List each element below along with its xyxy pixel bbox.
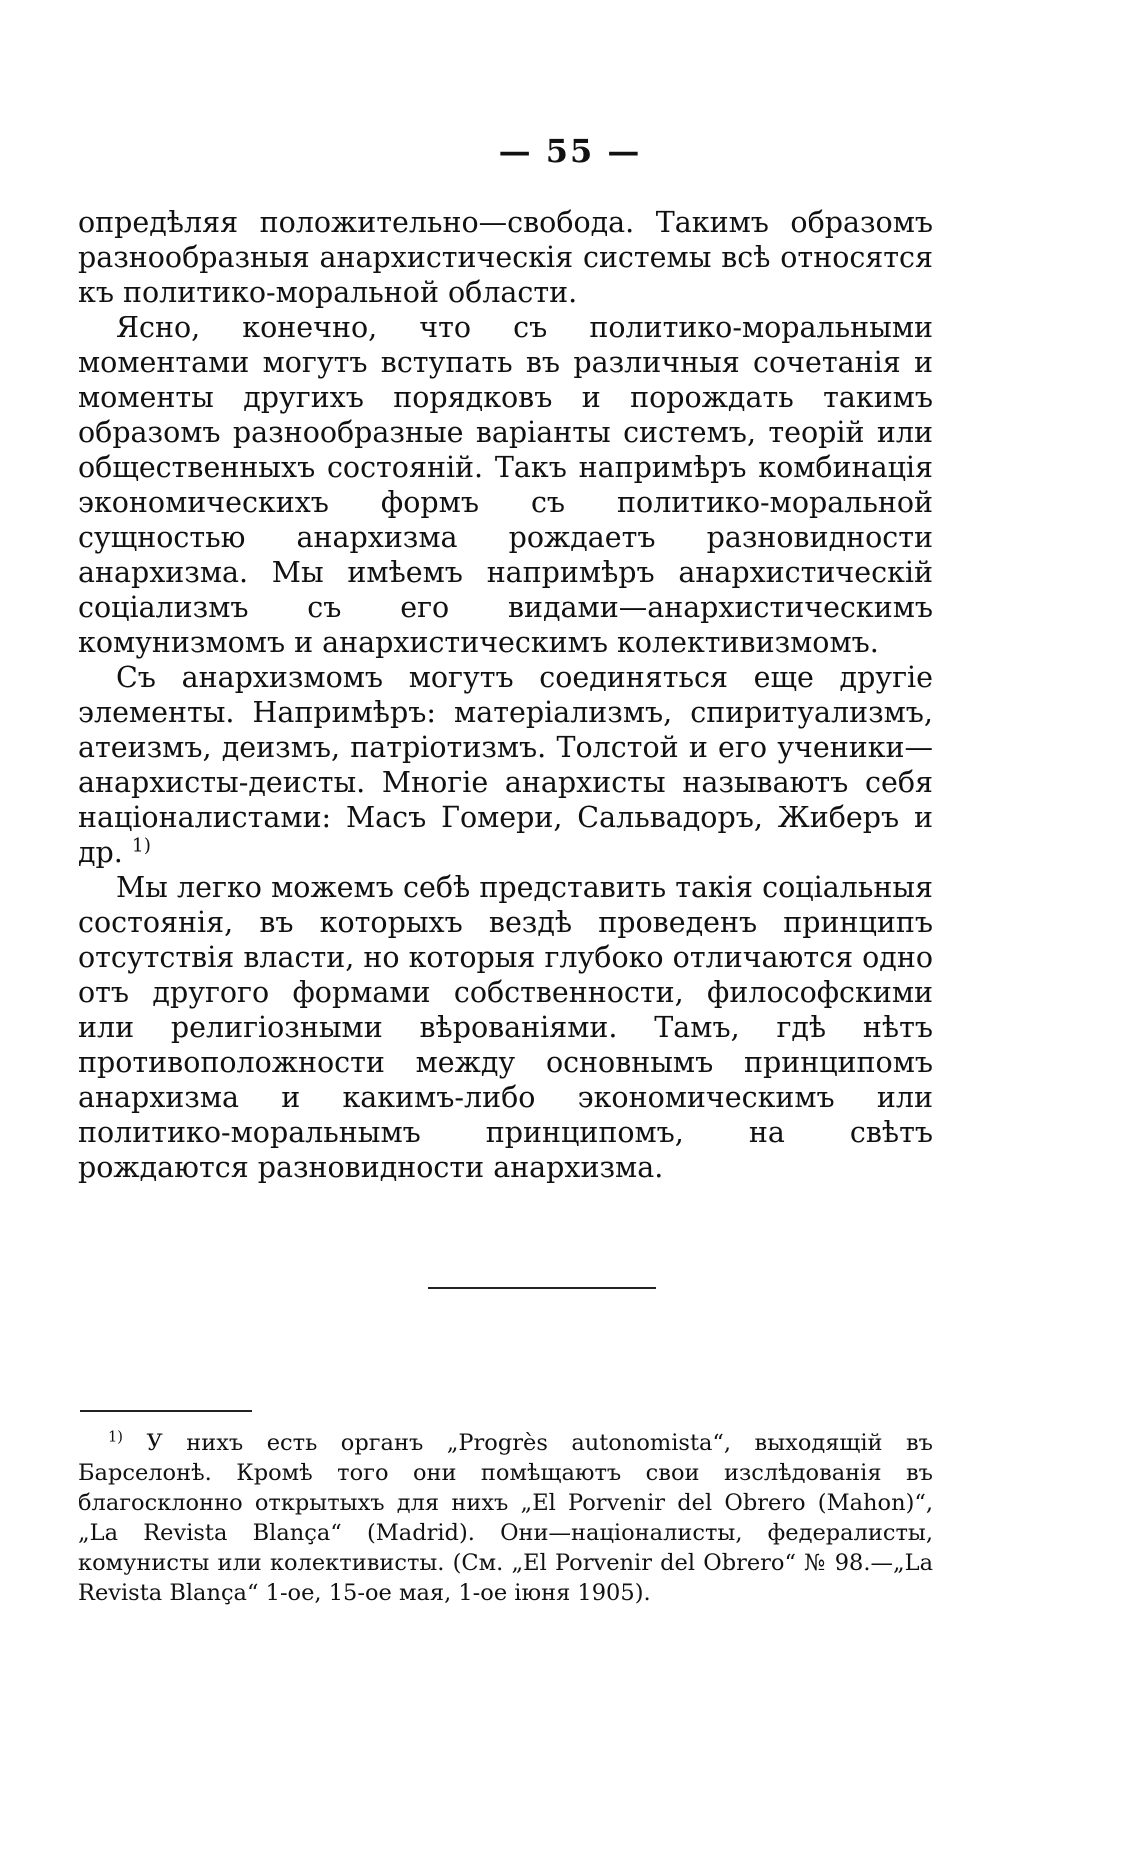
paragraph-1: опредѣляя положительно—свобода. Такимъ образомъ разнообразныя анархистическія системы всѣ относятся къ политико-моральной области. [78,206,933,309]
main-text [78,205,933,1185]
footnote-reference: 1) [131,835,151,857]
footnote [78,1428,933,1608]
footnote-divider [80,1410,252,1412]
paragraph-4: Мы легко можемъ себѣ представить такія соціальныя состоянія, въ которыхъ вездѣ проведенъ принципъ отсутствія власти, но которыя глубоко отличаются одно отъ другого формами собственности, философскими или религіозными вѣрованіями. Тамъ, гдѣ нѣтъ противоположности между основнымъ принципомъ анархизма и какимъ-либо экономическимъ или политико-моральнымъ принципомъ, на свѣтъ рождаются разновидности анархизма. [78,871,933,1184]
footnote-text: У нихъ есть органъ „Progrès autonomista“, выходящій въ Барселонѣ. Кромѣ того они помѣщаютъ свои изслѣдованія въ благосклонно открытыхъ для нихъ „El Porvenir del Obrero (Mahon)“, „La Revista Blança“ (Madrid). Они—націоналисты, федералисты, комунисты или колективисты. (См. „El Porvenir del Obrero“ № 98.—„La Revista Blança“ 1-ое, 15-ое мая, 1-ое іюня 1905). [78,1430,933,1606]
paragraph-3 [78,660,933,870]
footnote-marker: 1) [108,1428,123,1446]
paragraph-3-text: Съ анархизмомъ могутъ соединяться еще другіе элементы. Напримѣръ: матеріализмъ, спиритуализмъ, атеизмъ, деизмъ, патріотизмъ. Толстой и его ученики—анархисты-деисты. Многіе анархисты называютъ себя націоналистами: Масъ Гомери, Сальвадоръ, Жиберъ и др. [78,661,933,869]
section-divider [428,1287,656,1289]
paragraph-2: Ясно, конечно, что съ политико-моральными моментами могутъ вступать въ различныя сочетанія и моменты другихъ порядковъ и порождать такимъ образомъ разнообразные варіанты системъ, теорій или общественныхъ состояній. Такъ напримѣръ комбинація экономическихъ формъ съ политико-моральной сущностью анархизма рождаетъ разновидности анархизма. Мы имѣемъ напримѣръ анархистическій соціализмъ съ его видами—анархистическимъ комунизмомъ и анархистическимъ колективизмомъ. [78,311,933,659]
page-number: — 55 — [498,132,642,170]
